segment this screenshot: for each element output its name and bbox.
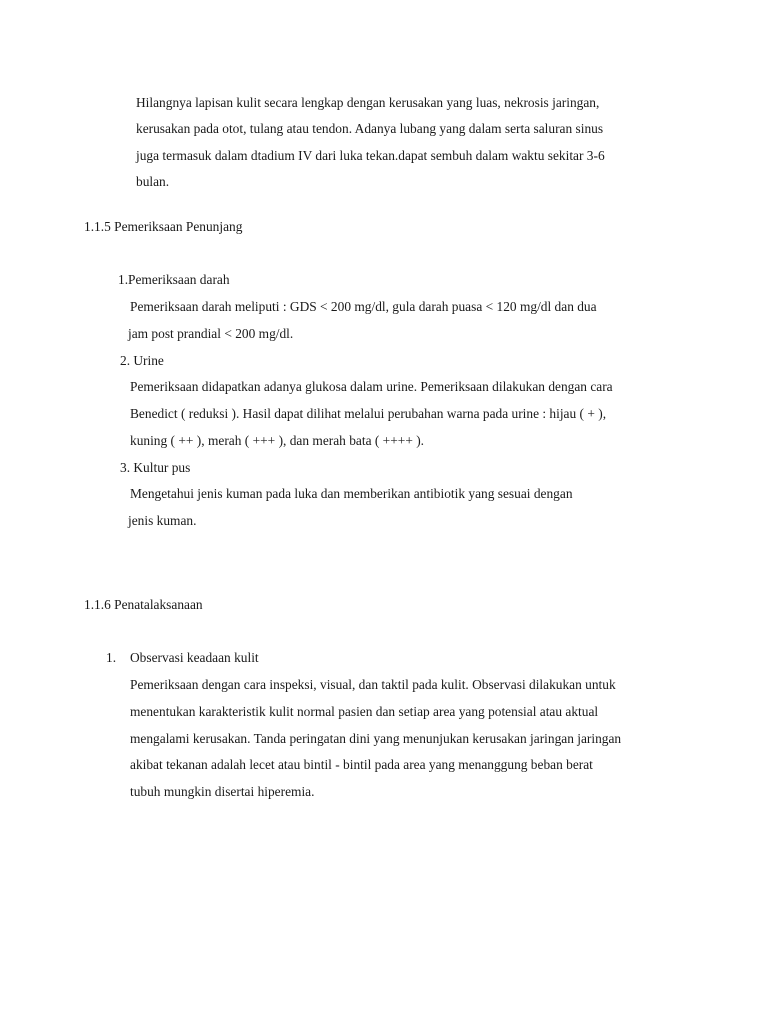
- item-text-line: jenis kuman.: [128, 513, 197, 528]
- section-heading-116: 1.1.6 Penatalaksanaan: [84, 597, 203, 612]
- item-text-line: Pemeriksaan didapatkan adanya glukosa dalam urine. Pemeriksaan dilakukan dengan cara: [130, 379, 613, 394]
- intro-line-2: kerusakan pada otot, tulang atau tendon. Adanya lubang yang dalam serta saluran sinus: [136, 121, 604, 136]
- item-text-line: kuning ( ++ ), merah ( +++ ), dan merah bata ( ++++ ).: [130, 433, 425, 448]
- intro-line-3: juga termasuk dalam dtadium IV dari luka tekan.dapat sembuh dalam waktu sekitar 3-6: [136, 148, 605, 163]
- intro-line-1: Hilangnya lapisan kulit secara lengkap dengan kerusakan yang luas, nekrosis jaringan,: [136, 95, 600, 110]
- item-title-urine: 2. Urine: [120, 353, 164, 368]
- item-text-line: Pemeriksaan dengan cara inspeksi, visual, dan taktil pada kulit. Observasi dilakukan untuk: [130, 677, 616, 692]
- intro-line-4: bulan.: [136, 174, 170, 189]
- item-title-observasi-keadaan-kulit: Observasi keadaan kulit: [130, 650, 259, 665]
- item-title-kultur-pus: 3. Kultur pus: [120, 460, 191, 475]
- item-number: 1.: [106, 650, 117, 665]
- item-text-line: Benedict ( reduksi ). Hasil dapat dilihat melalui perubahan warna pada urine : hijau ( + ),: [130, 406, 607, 421]
- item-title-pemeriksaan-darah: 1.Pemeriksaan darah: [118, 272, 230, 287]
- item-text-line: menentukan karakteristik kulit normal pasien dan setiap area yang potensial atau aktual: [130, 704, 599, 719]
- item-text-line: Mengetahui jenis kuman pada luka dan memberikan antibiotik yang sesuai dengan: [130, 486, 573, 501]
- item-text-line: Pemeriksaan darah meliputi : GDS < 200 mg/dl, gula darah puasa < 120 mg/dl dan dua: [130, 299, 597, 314]
- item-text-line: jam post prandial < 200 mg/dl.: [128, 326, 294, 341]
- item-text-line: mengalami kerusakan. Tanda peringatan dini yang menunjukan kerusakan jaringan jaringan: [130, 731, 622, 746]
- section-heading-115: 1.1.5 Pemeriksaan Penunjang: [84, 219, 243, 234]
- item-text-line: akibat tekanan adalah lecet atau bintil - bintil pada area yang menanggung beban berat: [130, 757, 593, 772]
- item-text-line: tubuh mungkin disertai hiperemia.: [130, 784, 315, 799]
